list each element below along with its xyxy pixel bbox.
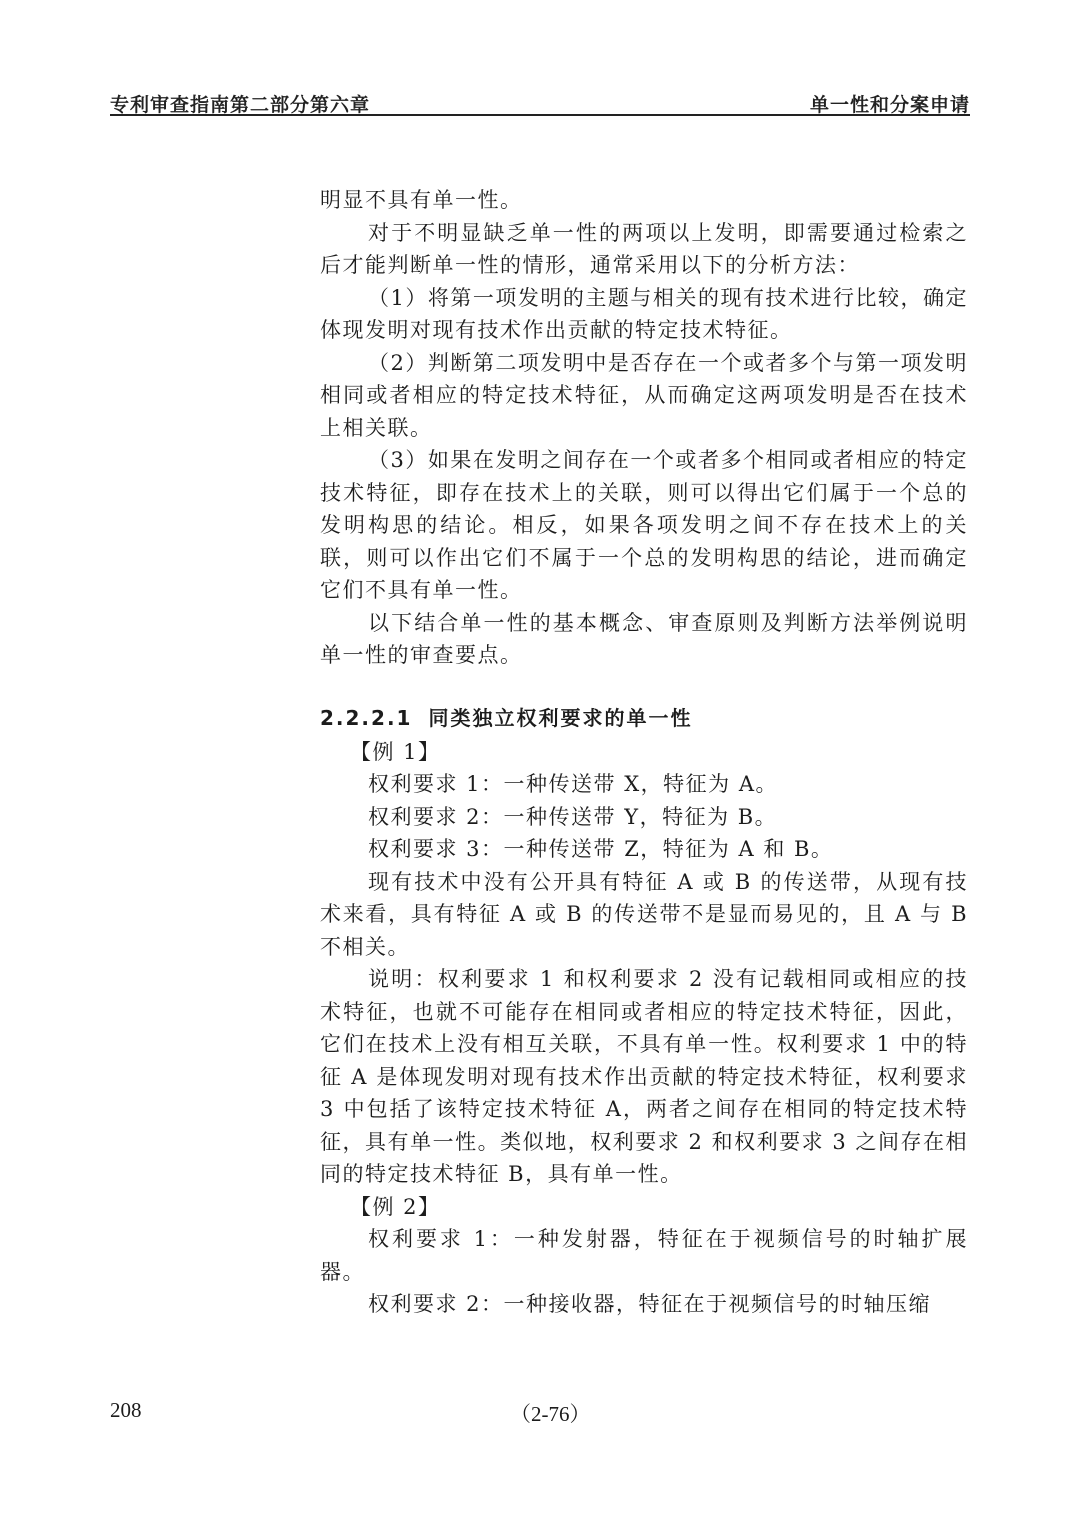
paragraph: 对于不明显缺乏单一性的两项以上发明，即需要通过检索之后才能判断单一性的情形，通常采用以下的分析方法： bbox=[320, 220, 968, 277]
example-2-label: 【例 2】 bbox=[350, 1194, 441, 1219]
paragraph: 以下结合单一性的基本概念、审查原则及判断方法举例说明单一性的审查要点。 bbox=[320, 610, 968, 667]
header-section-title: 单一性和分案申请 bbox=[809, 94, 970, 116]
page-number: 208 bbox=[110, 1398, 142, 1422]
paragraph: 说明：权利要求 1 和权利要求 2 没有记载相同或相应的技术特征，也就不可能存在相同或者相应的特定技术特征，因此，它们在技术上没有相互关联，不具有单一性。权利要求 1 中的特征 A 是体现发明对现有技术作出贡献的特定技术特征，权利要求 3 中包括了该特定技术特征 A，两者之间存在相同的特定技术特征，具有单一性。类似地，权利要求 2 和权利要求 3 之间存在相同的特定技术特征 B，具有单一性。 bbox=[320, 967, 968, 1186]
section-heading bbox=[320, 702, 968, 734]
claim-line: 权利要求 3：一种传送带 Z，特征为 A 和 B。 bbox=[368, 837, 834, 861]
claim-line: 权利要求 2：一种接收器，特征在于视频信号的时轴压缩 bbox=[368, 1292, 932, 1316]
section-number: 2.2.2.1 bbox=[320, 705, 413, 730]
header-chapter-title: 专利审查指南第二部分第六章 bbox=[110, 94, 371, 116]
paragraph: （2）判断第二项发明中是否存在一个或者多个与第一项发明相同或者相应的特定技术特征，从而确定这两项发明是否在技术上相关联。 bbox=[320, 350, 968, 440]
part-page-number: （2-76） bbox=[510, 1402, 591, 1426]
claim-line: 权利要求 1：一种传送带 X，特征为 A。 bbox=[368, 772, 779, 796]
claim-line: 权利要求 1：一种发射器，特征在于视频信号的时轴扩展器。 bbox=[320, 1227, 968, 1284]
page-body bbox=[320, 184, 968, 1321]
running-header bbox=[110, 90, 970, 114]
claim-line: 权利要求 2：一种传送带 Y，特征为 B。 bbox=[368, 804, 778, 829]
paragraph: 现有技术中没有公开具有特征 A 或 B 的传送带，从现有技术来看，具有特征 A 或 B 的传送带不是显而易见的，且 A 与 B 不相关。 bbox=[320, 869, 968, 959]
paragraph: （1）将第一项发明的主题与相关的现有技术进行比较，确定体现发明对现有技术作出贡献的特定技术特征。 bbox=[320, 285, 968, 342]
example-1-label: 【例 1】 bbox=[350, 739, 441, 764]
section-title: 同类独立权利要求的单一性 bbox=[428, 705, 693, 730]
paragraph: （3）如果在发明之间存在一个或者多个相同或者相应的特定技术特征，即存在技术上的关联，则可以得出它们属于一个总的发明构思的结论。相反，如果各项发明之间不存在技术上的关联，则可以作出它们不属于一个总的发明构思的结论，进而确定它们不具有单一性。 bbox=[320, 448, 968, 602]
header-rule bbox=[110, 114, 970, 116]
paragraph: 明显不具有单一性。 bbox=[320, 188, 523, 212]
